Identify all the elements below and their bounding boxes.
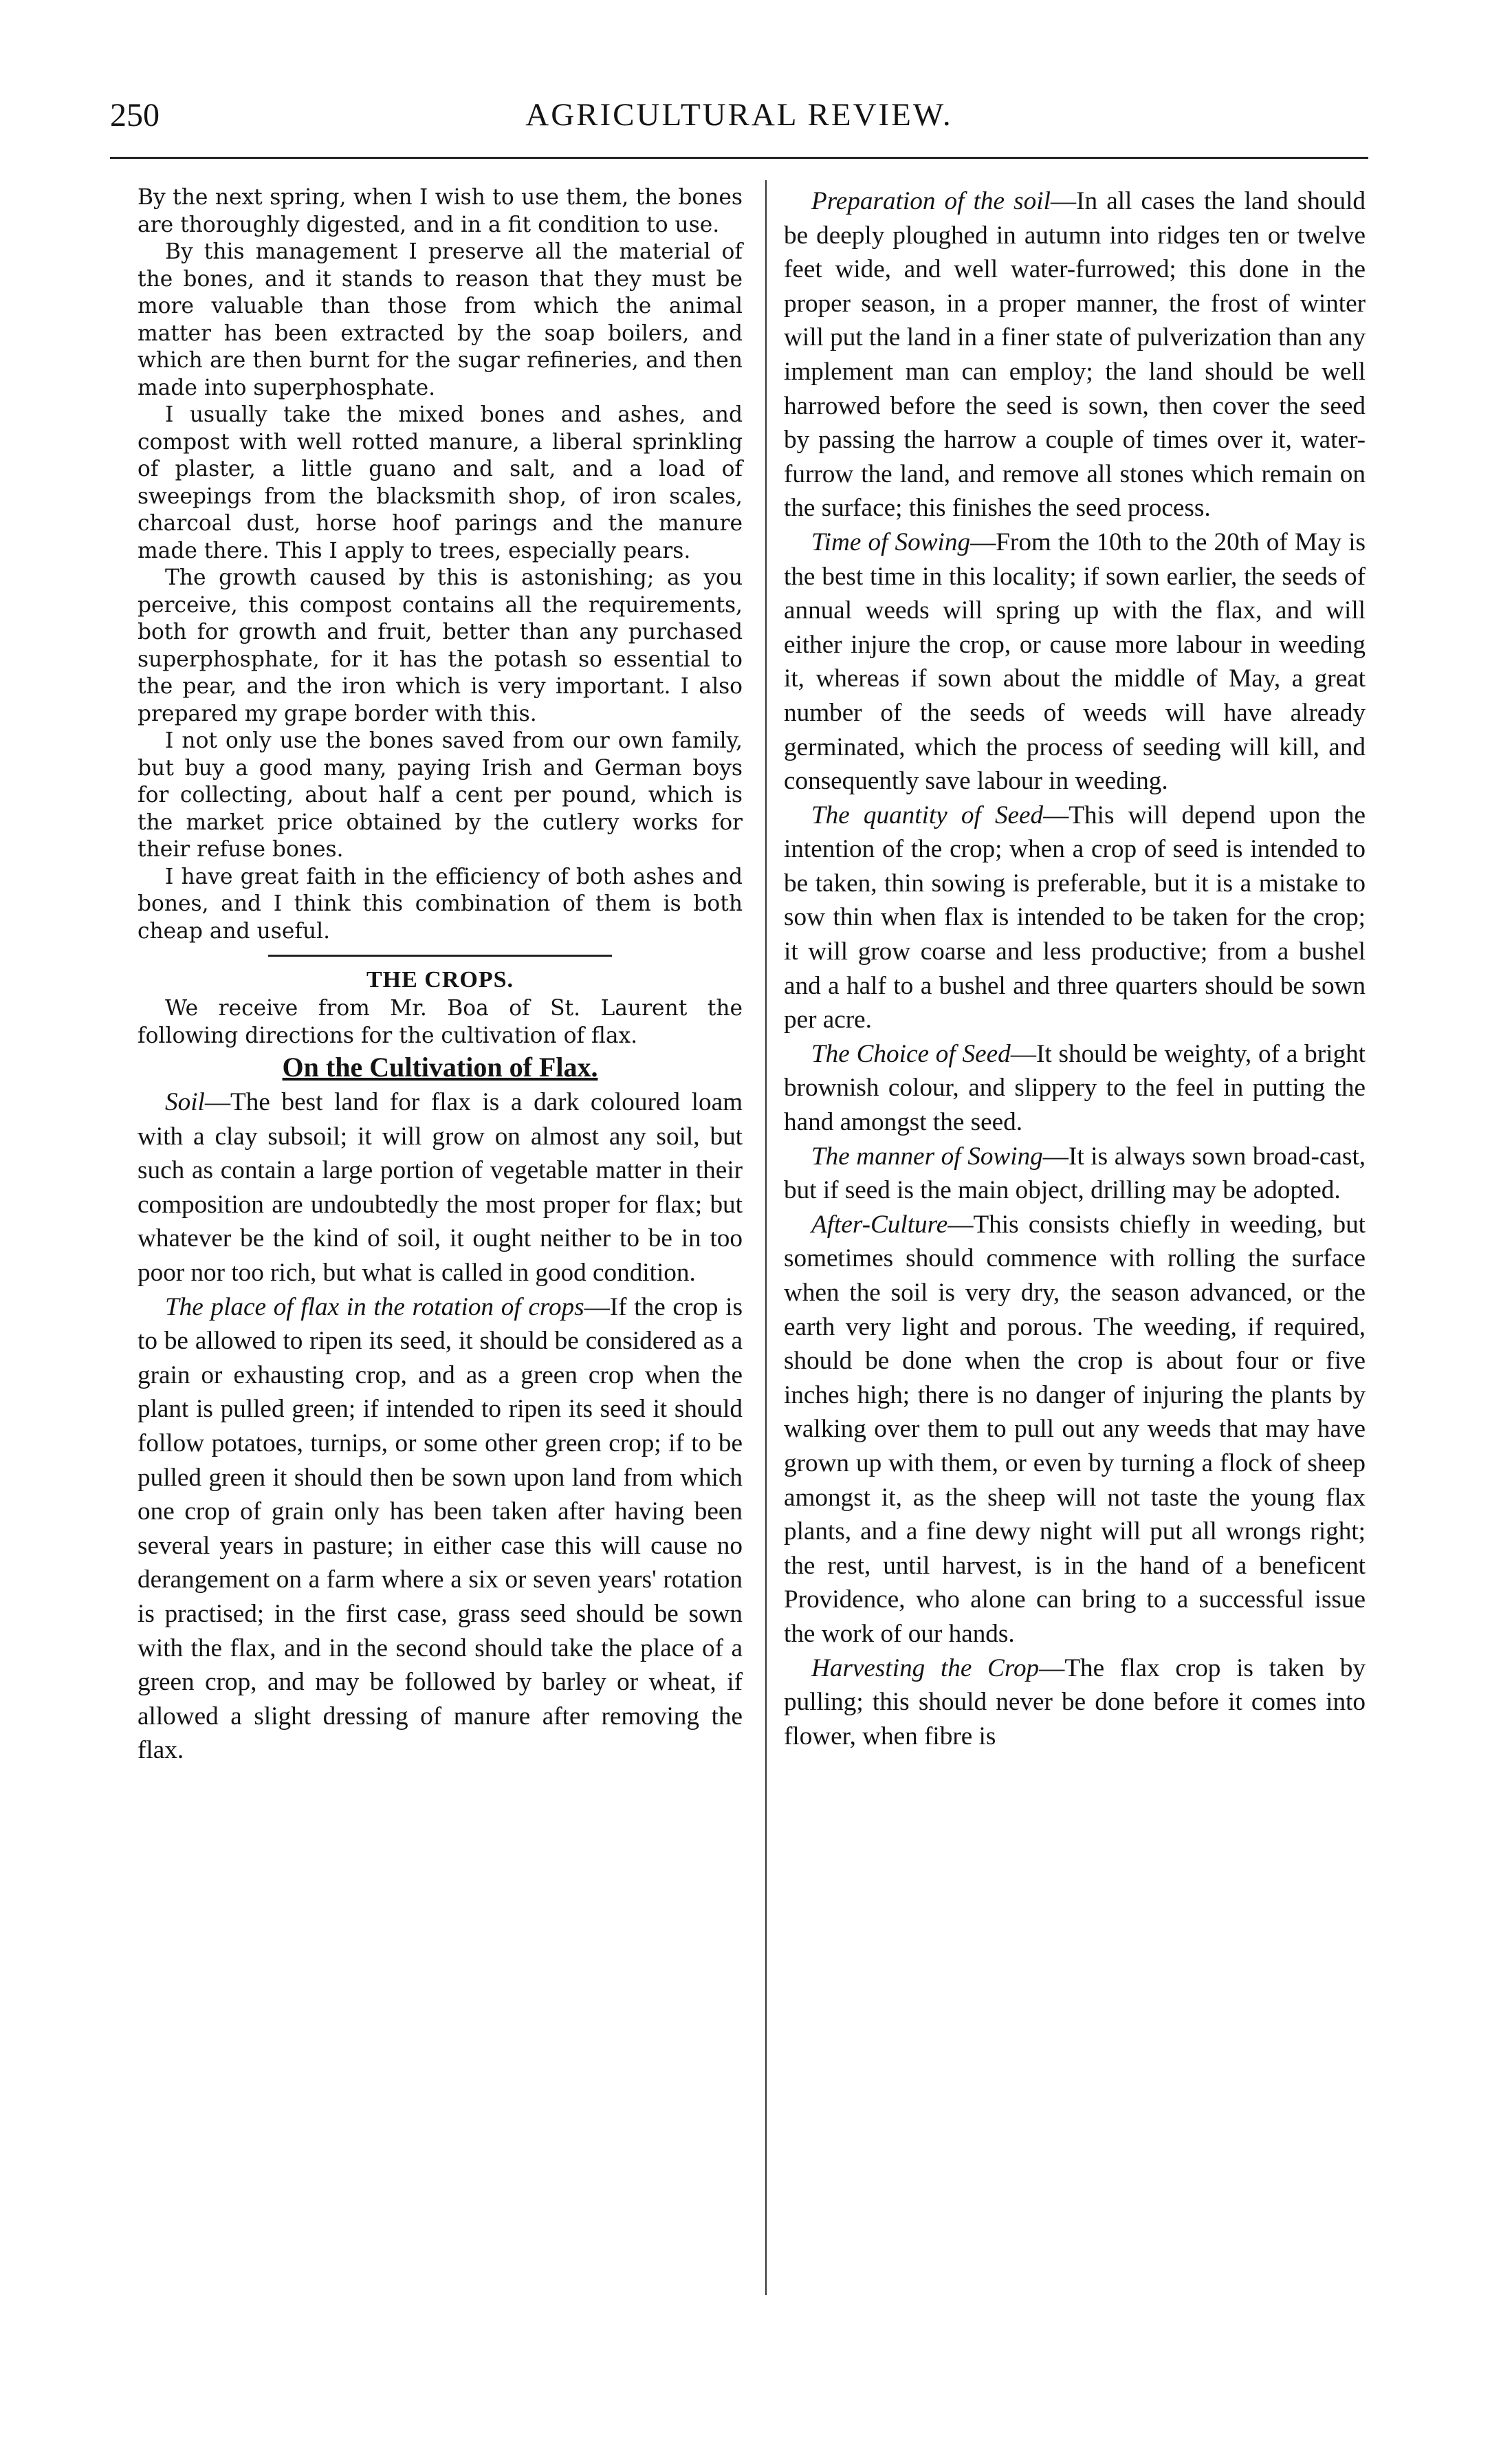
seed-quantity-paragraph <box>784 799 1366 1037</box>
paragraph: I not only use the bones saved from our own family, but buy a good many, paying Irish and German boys for collecting, about half a cent per pound, which is the market price obtained by the cutlery works for their refuse bones. <box>138 728 743 862</box>
section-label: Harvesting the Crop <box>811 1653 1040 1682</box>
page-header <box>110 96 1368 144</box>
soil-text: —The best land for flax is a dark coloured loam with a clay subsoil; it will grow on almost any soil, but such as contain a large portion of vegetable matter in their composition are undoubtedly the most proper for flax; but whatever be the kind of soil, it ought neither to be in too poor nor too rich, but what is called in good condition. <box>138 1088 743 1287</box>
paragraph: The growth caused by this is astonishing; as you perceive, this compost contains all the requirements, both for growth and fruit, better than any purchased superphosphate, for it has the potash so essential to the pear, and the iron which is very important. I also prepared my grape border with this. <box>138 565 743 726</box>
paragraph: By this management I preserve all the material of the bones, and it stands to reason that they must be more valuable than those from which the animal matter has been extracted by the soap boilers, and which are then burnt for the sugar refineries, and then made into superphosphate. <box>138 239 743 400</box>
header-rule <box>110 157 1368 159</box>
section-text: —In all cases the land should be deeply ploughed in autumn into ridges ten or twelve feet wide, and well water-furrowed; this done in the proper season, in a proper manner, the frost of winter will put the land in a finer state of pulverization than any implement man can employ; the land should be well harrowed before the seed is sown, then cover the seed by passing the harrow a couple of times over it, water-furrow the land, and remove all stones which remain on the surface; this finishes the seed process. <box>784 187 1366 523</box>
section-text: —It is always sown broad-cast, but if seed is the main object, drilling may be adopted. <box>784 1142 1366 1205</box>
paragraph: I usually take the mixed bones and ashes, and compost with well rotted manure, a liberal sprinkling of plaster, a little guano and salt, and a load of sweepings from the blacksmith shop, of iron scales, charcoal dust, horse hoof parings and the manure made there. This I apply to trees, especially pears. <box>138 402 743 563</box>
cultivation-heading <box>138 1050 743 1085</box>
section-text: —This will depend upon the intention of the crop; when a crop of seed is intended to be taken, thin sowing is preferable, but it is a mistake to sow thin when flax is intended to be taken for the crop; it will grow coarse and less productive; from a bushel and a half to a bushel and three quarters should be sown per acre. <box>784 801 1366 1034</box>
crops-heading: THE CROPS. <box>366 967 514 992</box>
harvesting-paragraph <box>784 1651 1366 1754</box>
sowing-manner-paragraph <box>784 1140 1366 1208</box>
running-title: AGRICULTURAL REVIEW. <box>525 97 953 133</box>
section-text: —This consists chiefly in weeding, but sometimes should commence with rolling the surface when the soil is very dry, the season advanced, or the earth very light and porous. The weeding, if required, should be done when the crop is about four or five inches high; there is no danger of injuring the plants by walking over them to pull out any weeds that may have grown up with them, or even by turning a flock of sheep amongst it, as the sheep will not taste the young flax plants, and a fine dewy night will put all wrongs right; the rest, until harvest, is in the hand of a beneficent Providence, who alone can bring to a successful issue the work of our hands. <box>784 1210 1366 1648</box>
paragraph: By the next spring, when I wish to use them, the bones are thoroughly digested, and in a fit condition to use. <box>138 185 743 237</box>
place-paragraph <box>138 1290 743 1768</box>
flax-article-left <box>138 1085 743 1768</box>
section-label: The Choice of Seed <box>811 1039 1011 1068</box>
section-label: The quantity of Seed <box>811 801 1044 829</box>
preparation-paragraph <box>784 184 1366 525</box>
sowing-time-paragraph <box>784 525 1366 799</box>
section-text: —It should be weighty, of a bright brownish colour, and slippery to the feel in putting the hand amongst the seed. <box>784 1039 1366 1137</box>
bones-article <box>138 184 743 945</box>
crops-intro: We receive from Mr. Boa of St. Laurent the following directions for the cultivation of flax. <box>138 996 743 1048</box>
paragraph: I have great faith in the efficiency of both ashes and bones, and I think this combination of them is both cheap and useful. <box>138 864 743 944</box>
section-label: The manner of Sowing <box>811 1142 1043 1171</box>
section-text: —From the 10th to the 20th of May is the best time in this locality; if sown earlier, the seeds of annual weeds will spring up with the flax, and will either injure the crop, or cause more labour in weeding it, whereas if sown about the middle of May, a great number of the seeds of weeds will have already germinated, which the process of seeding will kill, and consequently save labour in weeding. <box>784 528 1366 796</box>
section-label: Time of Sowing <box>811 528 971 556</box>
soil-label: Soil <box>165 1088 205 1116</box>
after-culture-paragraph <box>784 1208 1366 1651</box>
column-divider <box>765 180 767 2295</box>
section-label: Preparation of the soil <box>811 187 1051 215</box>
section-rule <box>268 955 612 957</box>
crops-intro-block <box>138 995 743 1050</box>
soil-paragraph <box>138 1085 743 1290</box>
place-text: —If the crop is to be allowed to ripen its seed, it should be considered as a grain or exhausting crop, and as a green crop when the plant is pulled green; if intended to ripen its seed it should follow potatoes, turnips, or some other green crop; if to be pulled green it should then be sown upon land from which one crop of grain only has been taken after having been several years in pasture; in either case this will cause no derangement on a farm where a six or seven years' rotation is practised; in the first case, grass seed should be sown with the flax, and in the second should take the place of a green crop, and may be followed by barley or wheat, if allowed a slight dressing of manure after removing the flax. <box>138 1292 743 1765</box>
section-label: After-Culture <box>811 1210 948 1239</box>
seed-choice-paragraph <box>784 1037 1366 1140</box>
page-number: 250 <box>110 97 160 133</box>
left-column <box>138 184 743 1768</box>
cultivation-heading-text: On the Cultivation of Flax. <box>282 1052 598 1083</box>
right-column <box>784 184 1366 1753</box>
place-label: The place of flax in the rotation of crops <box>165 1292 584 1321</box>
section-text: —The flax crop is taken by pulling; this should never be done before it comes into flower, when fibre is <box>784 1653 1366 1750</box>
